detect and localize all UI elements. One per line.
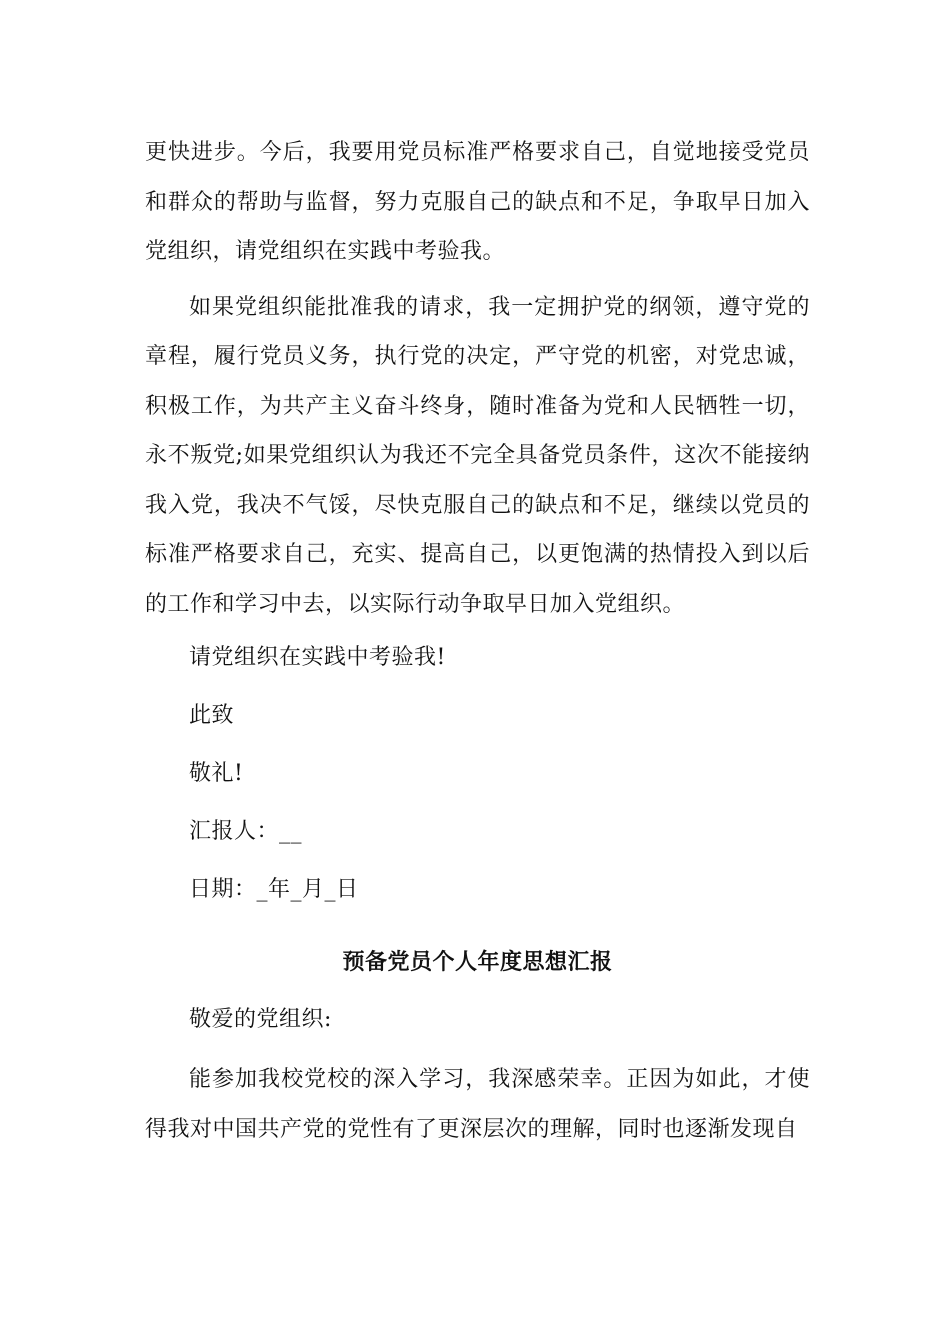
paragraph-intro: 能参加我校党校的深入学习，我深感荣幸。正因为如此，才使得我对中国共产党的党性有了更深层次的理解，同时也逐渐发现自 — [145, 1067, 810, 1142]
paragraph-pledge: 如果党组织能批准我的请求，我一定拥护党的纲领，遵守党的章程，履行党员义务，执行党的决定，严守党的机密，对党忠诚，积极工作，为共产主义奋斗终身，随时准备为党和人民牺牲一切，永不叛党;如果党组织认为我还不完全具备党员条件，这次不能接纳我入党，我决不气馁，尽快克服自己的缺点和不足，继续以党员的标准严格要求自己，充实、提高自己，以更饱满的热情投入到以后的工作和学习中去，以实际行动争取早日加入党组织。 — [145, 294, 810, 617]
section-title: 预备党员个人年度思想汇报 — [342, 949, 613, 975]
salutation-jing-li: 敬礼! — [189, 761, 244, 786]
date-line: 日期：_年_月_日 — [189, 877, 359, 902]
reporter-line: 汇报人：__ — [189, 819, 303, 844]
document-body — [145, 128, 810, 1154]
paragraph-continuation: 更快进步。今后，我要用党员标准严格要求自己，自觉地接受党员和群众的帮助与监督，努力克服自己的缺点和不足，争取早日加入党组织，请党组织在实践中考验我。 — [145, 140, 810, 264]
greeting: 敬爱的党组织: — [189, 1007, 332, 1032]
salutation-ci-zhi: 此致 — [189, 703, 235, 728]
closing-request: 请党组织在实践中考验我! — [189, 645, 446, 670]
